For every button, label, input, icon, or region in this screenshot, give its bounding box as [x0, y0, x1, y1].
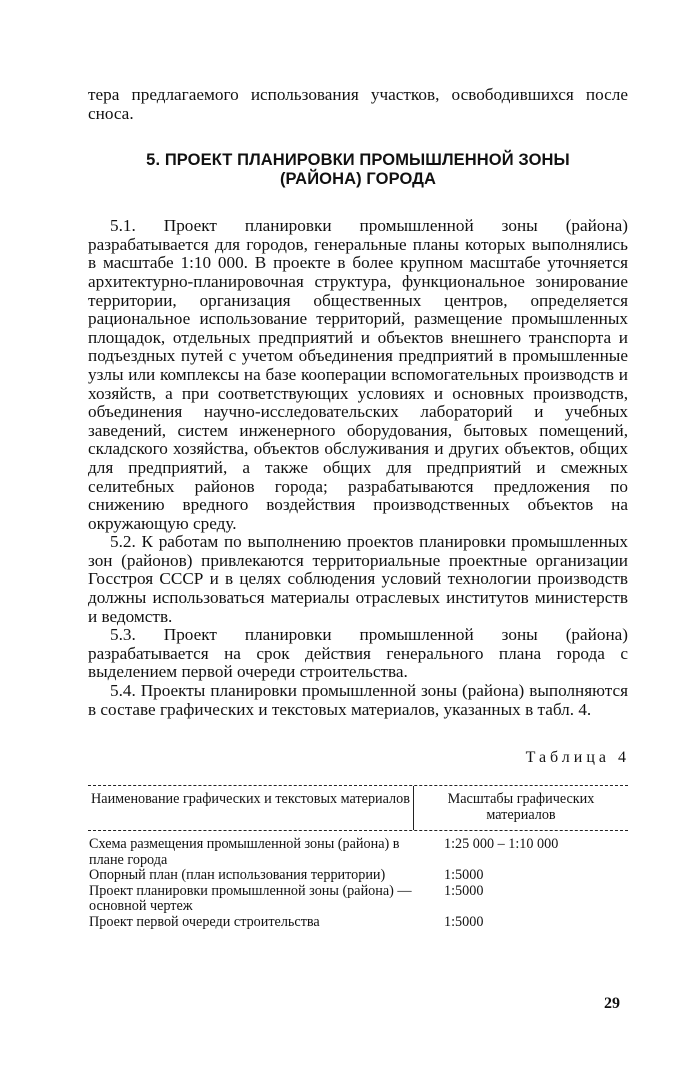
- intro-paragraph: тера предлагаемого использования участков, освободившихся после сноса.: [88, 85, 628, 123]
- material-scale: 1:5000: [444, 882, 484, 899]
- material-name: Опорный план (план использования территории): [89, 867, 386, 884]
- paragraph-5-2: 5.2. К работам по выполнению проектов планировки промышленных зон (районов) привлекаются территориальные проектные организации Госстроя СССР и в целях соблюдения условий технологии производств должны использоваться материалы отраслевых институтов министерств и ведомств.: [88, 532, 628, 626]
- paragraph-5-1: 5.1. Проект планировки промышленной зоны (района) разрабатывается для городов, генеральные планы которых выполнялись в масштабе 1:10 000. В проекте в более крупном масштабе уточняется архитектурно-планировочная структура, функциональное зонирование территории, организация общественных центров, определяется рациональное использование территорий, размещение промышленных площадок, отдельных предприятий и объектов внешнего транспорта и подъездных путей с учетом объединения предприятий в промышленные узлы или комплексы на базе кооперации вспомогательных производств и хозяйств, а при соответствующих условиях и основных производств, объединения научно-исследовательских лабораторий и учебных заведений, систем инженерного оборудования, бытовых помещений, складского хозяйства, объектов обслуживания и других объектов, общих для предприятий, а также общих для предприятий и смежных селитебных районов города; разрабатываются предложения по снижению вредного воздействия производственных объектов на окружающую среду.: [88, 216, 628, 533]
- section-heading-line-1: 5. ПРОЕКТ ПЛАНИРОВКИ ПРОМЫШЛЕННОЙ ЗОНЫ: [146, 151, 570, 170]
- section-heading-line-2: (РАЙОНА) ГОРОДА: [279, 170, 437, 189]
- table-row: [88, 915, 628, 931]
- paragraph-5-3: 5.3. Проект планировки промышленной зоны (района) разрабатывается на срок действия генерального плана города с выделением первой очереди строительства.: [88, 625, 628, 682]
- section-heading: [88, 151, 628, 189]
- materials-table: [88, 785, 628, 930]
- material-scale: 1:25 000 – 1:10 000: [444, 836, 559, 853]
- table-row: [88, 837, 628, 868]
- material-name: Проект планировки промышленной зоны (района) — основной чертеж: [89, 882, 412, 915]
- table-caption: Таблица 4: [525, 749, 630, 767]
- page-number: 29: [604, 995, 620, 1012]
- header-materials: Наименование графических и текстовых материалов: [88, 786, 414, 830]
- material-scale: 1:5000: [444, 913, 484, 930]
- material-name: Схема размещения промышленной зоны (района) в плане города: [89, 836, 400, 868]
- material-scale: 1:5000: [444, 867, 484, 884]
- paragraph-5-4: 5.4. Проекты планировки промышленной зоны (района) выполняются в составе графических и текстовых материалов, указанных в табл. 4.: [88, 681, 628, 719]
- table-row: [88, 868, 628, 884]
- table-body: [88, 831, 628, 930]
- section-body: [88, 217, 628, 719]
- document-page: [88, 86, 628, 930]
- table-row: [88, 884, 628, 915]
- material-name: Проект первой очереди строительства: [89, 913, 320, 930]
- header-scales: Масштабы графических материалов: [447, 791, 595, 823]
- table-header: [88, 786, 628, 830]
